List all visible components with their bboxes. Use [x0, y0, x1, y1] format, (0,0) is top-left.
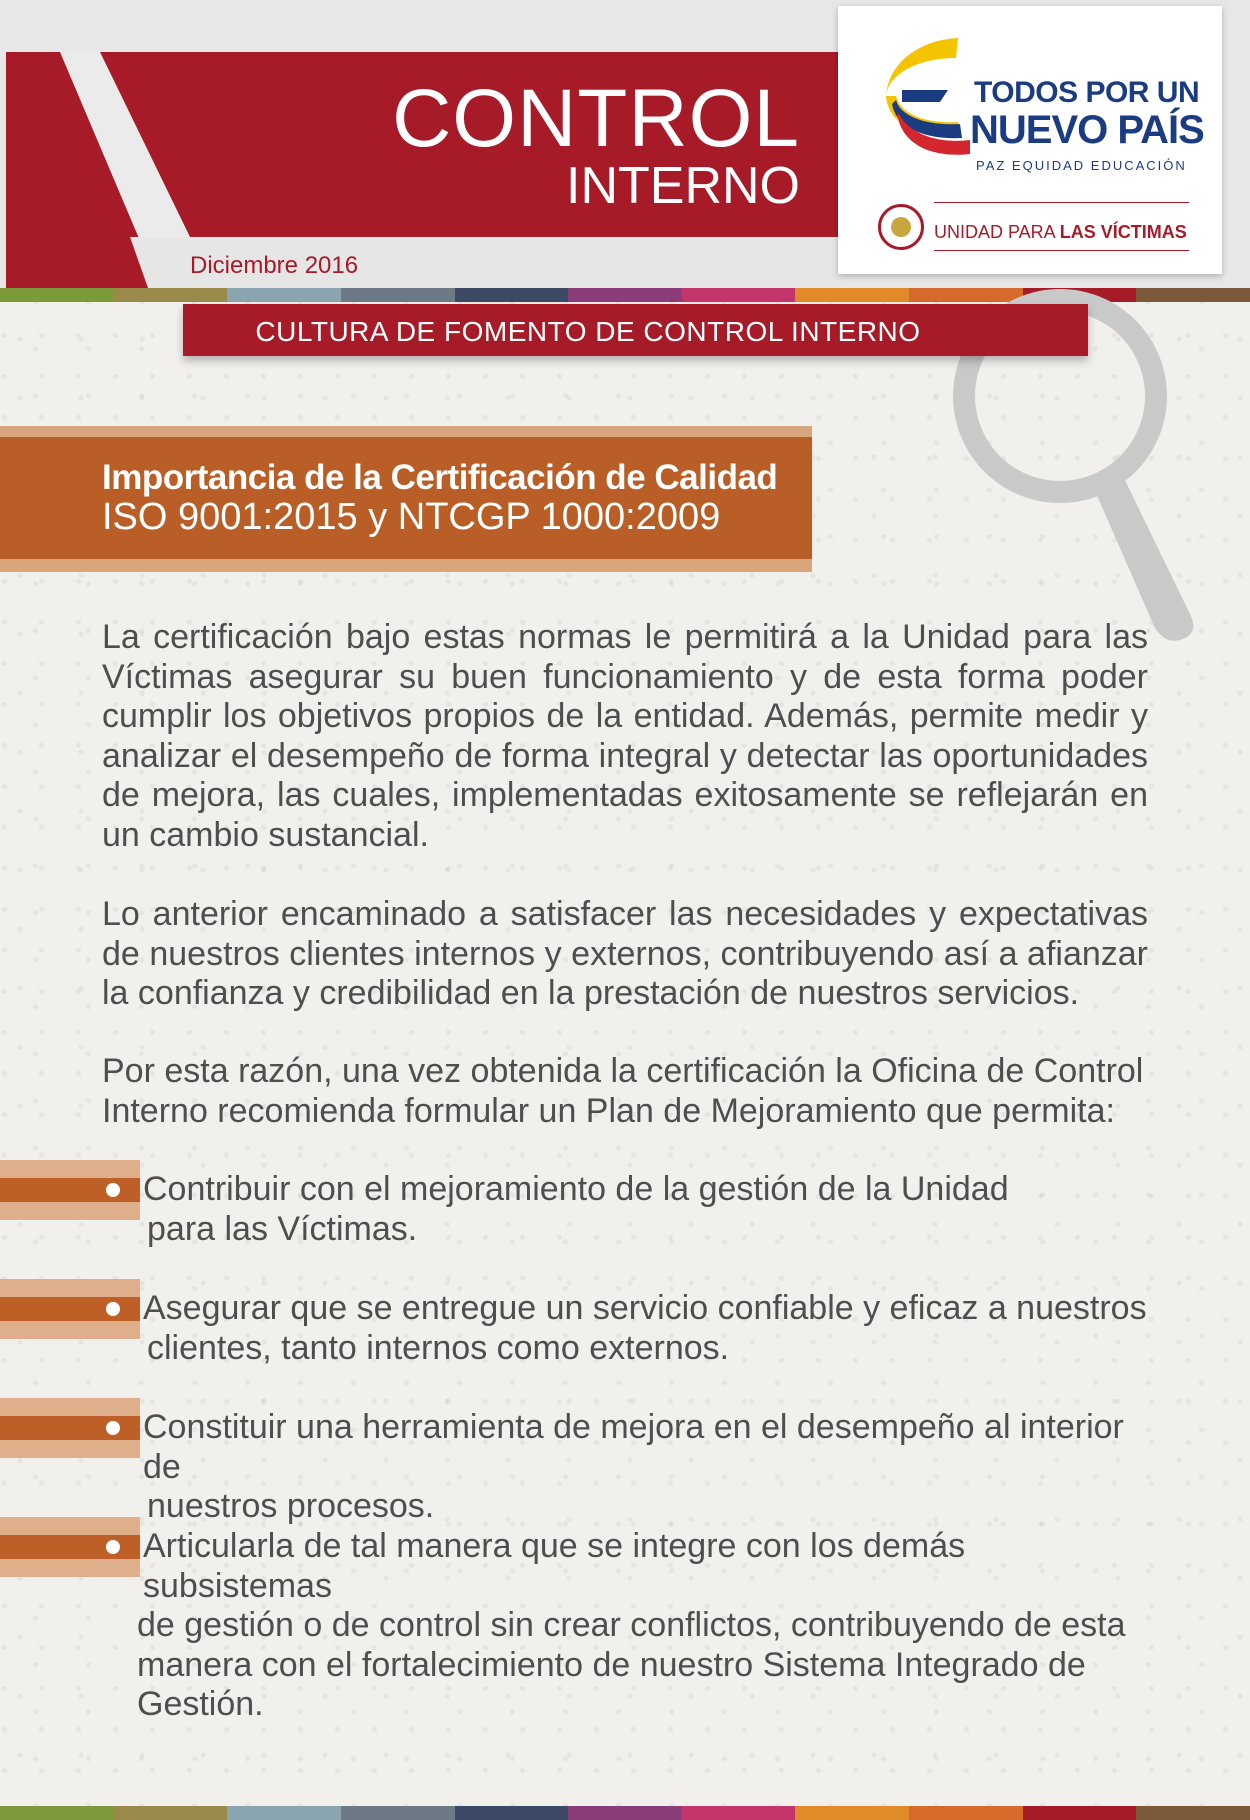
color-stripe-segment — [114, 288, 228, 302]
color-stripe-segment — [341, 288, 455, 302]
section-banner — [183, 304, 1088, 356]
bullet-text — [137, 1527, 1153, 1725]
bullet-text — [143, 1289, 1163, 1368]
color-stripe-segment — [227, 288, 341, 302]
entity-name: UNIDAD PARA LAS VÍCTIMAS — [934, 222, 1187, 242]
logo-divider-bottom — [934, 250, 1189, 251]
article-heading: Importancia de la Certificación de Calidad — [102, 458, 778, 497]
bullet-continuation: de gestión o de control sin crear conflictos, contribuyendo de esta manera con el fortalecimiento de nuestro Sistema Integrado de Gestión. — [137, 1606, 1126, 1723]
color-stripe-segment — [682, 1806, 796, 1820]
section-banner-text: CULTURA DE FOMENTO DE CONTROL INTERNO — [255, 316, 921, 347]
bullet-continuation: para las Víctimas. — [147, 1209, 418, 1248]
color-stripe-segment — [1136, 1806, 1250, 1820]
bullet-continuation: nuestros procesos. — [147, 1487, 435, 1525]
logo-slogan-line1: TODOS POR UN — [974, 76, 1200, 109]
bullet-icon — [106, 1421, 120, 1435]
color-stripe-segment — [0, 288, 114, 302]
color-stripe-bottom — [0, 1806, 1250, 1820]
color-stripe-segment — [568, 288, 682, 302]
bullet-first-line: Articularla de tal manera que se integre con los demás subsistemas — [143, 1527, 966, 1605]
color-stripe-segment — [682, 288, 796, 302]
bullet-icon — [106, 1540, 120, 1554]
color-stripe-segment — [455, 288, 569, 302]
color-stripe-segment — [909, 1806, 1023, 1820]
bullet-text — [143, 1408, 1163, 1527]
bullet-text — [143, 1170, 1163, 1249]
page-title: CONTROL — [392, 73, 800, 164]
color-stripe-segment — [455, 1806, 569, 1820]
color-stripe-segment — [795, 1806, 909, 1820]
republic-seal-icon — [878, 204, 924, 250]
logo-divider-top — [934, 202, 1189, 203]
paragraph-2: Lo anterior encaminado a satisfacer las necesidades y expectativas de nuestros clientes internos y externos, contribuyendo así a afianzar la confianza y credibilidad en la prestación de nuestros servicios. — [102, 895, 1148, 1012]
paragraph-1: La certificación bajo estas normas le permitirá a la Unidad para las Víctimas asegurar su buen funcionamiento y de esta forma poder cumplir los objetivos propios de la entidad. Además, permite medir y analizar el desempeño de forma integral y detectar las oportunidades de mejora, las cuales, implementadas exitosamente se reflejarán en un cambio sustancial. — [102, 618, 1148, 854]
color-stripe-segment — [114, 1806, 228, 1820]
bullet-first-line: Contribuir con el mejoramiento de la gestión de la Unidad — [143, 1170, 1009, 1208]
bullet-first-line: Asegurar que se entregue un servicio confiable y eficaz a nuestros — [143, 1289, 1147, 1327]
color-stripe-segment — [1023, 1806, 1137, 1820]
bullet-icon — [106, 1183, 120, 1197]
bullet-first-line: Constituir una herramienta de mejora en el desempeño al interior de — [143, 1408, 1124, 1486]
color-stripe-segment — [568, 1806, 682, 1820]
color-stripe-segment — [0, 1806, 114, 1820]
colombia-flag-logo-icon — [878, 34, 978, 174]
bullet-continuation: clientes, tanto internos como externos. — [147, 1328, 730, 1367]
logo-tagline: PAZ EQUIDAD EDUCACIÓN — [976, 158, 1187, 173]
logo-slogan-line2: NUEVO PAÍS — [970, 108, 1204, 152]
article-subheading: ISO 9001:2015 y NTCGP 1000:2009 — [102, 496, 721, 538]
bullet-icon — [106, 1302, 120, 1316]
paragraph-3: Por esta razón, una vez obtenida la certificación la Oficina de Control Interno recomienda formular un Plan de Mejoramiento que permita: — [102, 1052, 1144, 1130]
color-stripe-segment — [227, 1806, 341, 1820]
page-subtitle: INTERNO — [566, 157, 800, 215]
color-stripe-segment — [795, 288, 909, 302]
logo-box — [838, 6, 1222, 274]
issue-date: Diciembre 2016 — [190, 252, 359, 279]
color-stripe-segment — [341, 1806, 455, 1820]
